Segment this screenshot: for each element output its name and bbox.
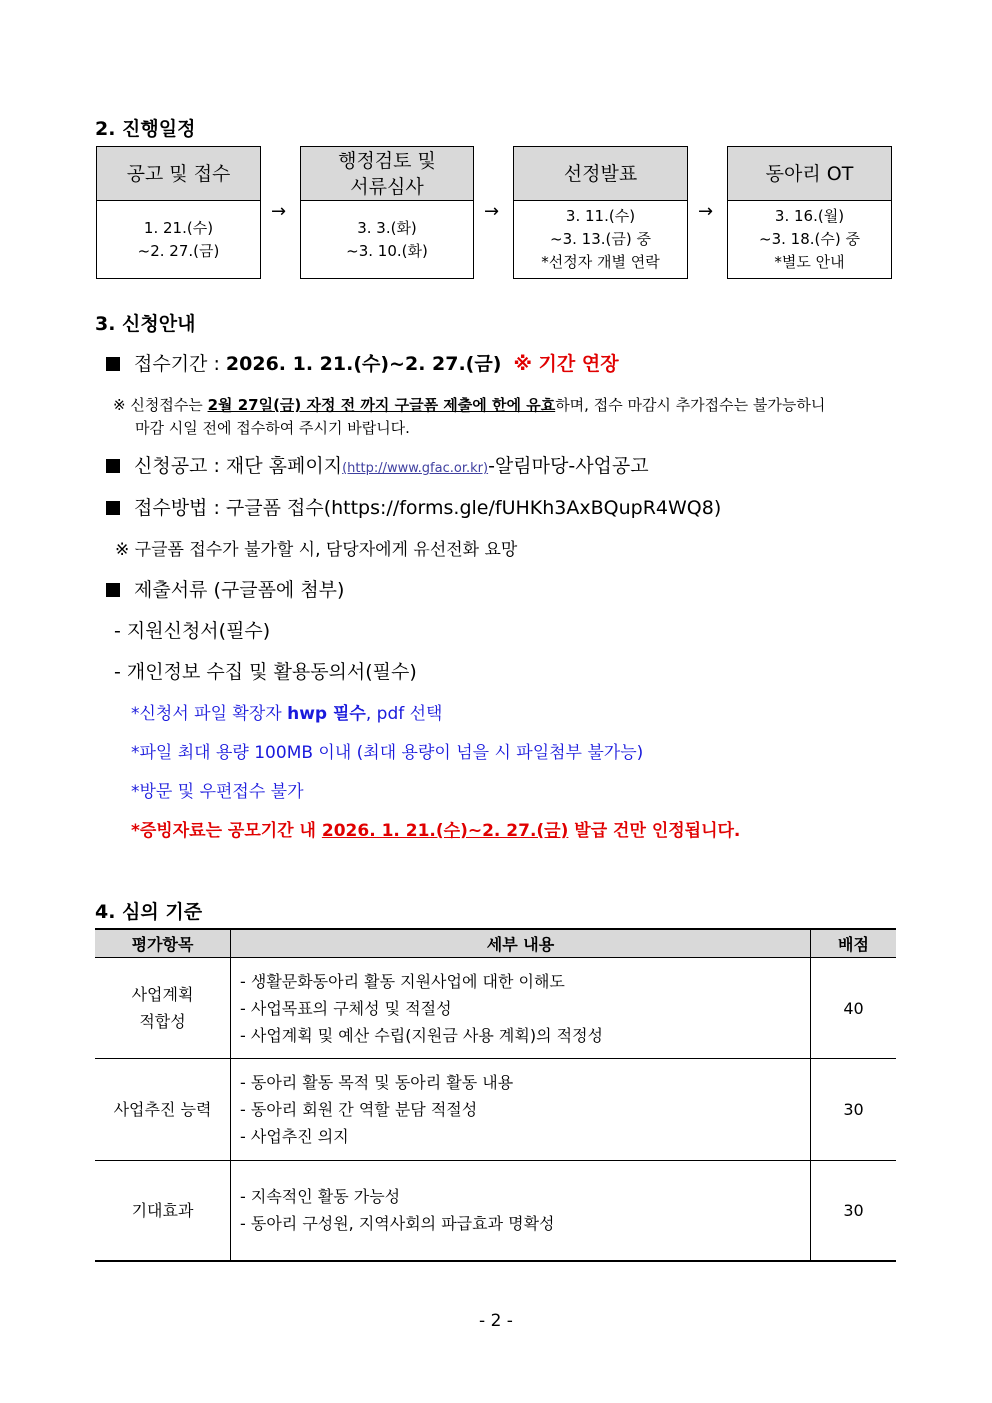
square-bullet-icon (106, 501, 120, 515)
schedule-step-3-head: 선정발표 (514, 147, 687, 201)
docs-note-1-post: , pdf 선택 (365, 704, 443, 724)
square-bullet-icon (106, 583, 120, 597)
criteria-detail: - 사업추진 의지 (240, 1127, 349, 1146)
table-row (95, 958, 896, 1059)
schedule-step-4-line: *별도 안내 (774, 253, 845, 271)
criteria-item-line: 적합성 (139, 1012, 186, 1031)
docs-item: - 지원신청서(필수) (114, 620, 271, 642)
criteria-detail: - 동아리 구성원, 지역사회의 파급효과 명확성 (240, 1214, 555, 1234)
schedule-title: 2. 진행일정 (95, 118, 196, 140)
criteria-score: 40 (811, 958, 897, 1059)
schedule-step-2-line: ~3. 10.(화) (346, 241, 428, 260)
period-note (113, 393, 825, 417)
method-note: ※ 구글폼 접수가 불가할 시, 담당자에게 유선전화 요망 (115, 540, 518, 560)
criteria-table (95, 928, 896, 1262)
criteria-item (95, 958, 231, 1059)
period-value: 2026. 1. 21.(수)~2. 27.(금) (225, 353, 502, 375)
period-note-pre: 신청접수는 (130, 396, 208, 414)
period-note-post: 하며, 접수 마감시 추가접수는 불가능하니 (555, 396, 826, 414)
period-extend: ※ 기간 연장 (513, 353, 619, 375)
period-line (106, 349, 619, 376)
schedule-step-1-line: 1. 21.(수) (143, 218, 214, 237)
criteria-detail: - 생활문화동아리 활동 지원사업에 대한 이해도 (240, 971, 565, 991)
docs-note-4-post: 발급 건만 인정됩니다. (568, 821, 741, 841)
docs-item: - 개인정보 수집 및 활용동의서(필수) (114, 661, 417, 683)
criteria-header-detail: 세부 내용 (231, 929, 811, 958)
criteria-score: 30 (811, 1059, 897, 1161)
schedule-step-2-line: 3. 3.(화) (357, 218, 417, 237)
docs-note-4 (131, 816, 740, 841)
criteria-item-line: 사업추진 능력 (113, 1100, 212, 1119)
notice-path: -알림마당-사업공고 (488, 455, 649, 477)
square-bullet-icon (106, 459, 120, 473)
schedule-step-2-head-line: 서류심사 (350, 175, 424, 198)
docs-note-1-pre: *신청서 파일 확장자 (131, 704, 288, 724)
schedule-step-2 (300, 146, 474, 279)
schedule-step-1-head: 공고 및 접수 (97, 147, 260, 201)
criteria-detail: - 동아리 회원 간 역할 분담 적절성 (240, 1100, 478, 1119)
method-label: 접수방법 : 구글폼 접수(https://forms.gle/fUHKh3AxBQupR4WQ8) (134, 497, 722, 519)
page-number: - 2 - (479, 1311, 513, 1331)
docs-note-4-date: 2026. 1. 21.(수)~2. 27.(금) (321, 821, 569, 841)
criteria-details (231, 1161, 811, 1261)
criteria-detail: - 지속적인 활동 가능성 (240, 1187, 401, 1207)
apply-title: 3. 신청안내 (95, 313, 196, 335)
docs-label: 제출서류 (구글폼에 첨부) (134, 579, 345, 601)
period-label: 접수기간 : (134, 353, 226, 375)
criteria-item-line: 사업계획 (131, 985, 194, 1004)
schedule-step-3 (513, 146, 688, 279)
criteria-header-row (95, 929, 896, 958)
criteria-item (95, 1059, 231, 1161)
schedule-step-3-line: 3. 11.(수) (565, 207, 636, 225)
docs-note-1 (131, 699, 442, 724)
schedule-step-3-line: ~3. 13.(금) 중 (550, 230, 651, 248)
criteria-header-score: 배점 (811, 929, 897, 958)
schedule-step-4-line: 3. 16.(월) (774, 207, 845, 225)
schedule-step-4-line: ~3. 18.(수) 중 (759, 230, 860, 248)
schedule-arrow: → (484, 201, 500, 222)
docs-line (106, 575, 344, 602)
criteria-title: 4. 심의 기준 (95, 901, 203, 923)
criteria-score: 30 (811, 1161, 897, 1261)
method-line (106, 493, 721, 520)
table-row (95, 1059, 896, 1161)
schedule-step-4-head: 동아리 OT (728, 147, 891, 201)
notice-line (106, 451, 649, 478)
docs-note-4-pre: *증빙자료는 공모기간 내 (131, 821, 322, 841)
criteria-details (231, 958, 811, 1059)
schedule-step-2-head-line: 행정검토 및 (338, 149, 436, 172)
criteria-item-line: 기대효과 (131, 1200, 194, 1220)
docs-note-2: *파일 최대 용량 100MB 이내 (최대 용량이 넘을 시 파일첨부 불가능) (131, 743, 644, 763)
criteria-details (231, 1059, 811, 1161)
docs-note-3: *방문 및 우편접수 불가 (131, 782, 304, 802)
square-bullet-icon (106, 357, 120, 371)
notice-label: 신청공고 : 재단 홈페이지 (134, 455, 343, 477)
table-row (95, 1161, 896, 1261)
note-mark: ※ (113, 396, 131, 414)
schedule-arrow: → (271, 201, 287, 222)
criteria-detail: - 동아리 활동 목적 및 동아리 활동 내용 (240, 1073, 514, 1092)
criteria-header-item: 평가항목 (95, 929, 231, 958)
docs-note-1-bold: hwp 필수 (287, 704, 366, 724)
schedule-step-2-head (301, 147, 473, 201)
period-note-line2: 마감 시일 전에 접수하여 주시기 바랍니다. (135, 419, 410, 437)
criteria-item (95, 1161, 231, 1261)
schedule-step-3-line: *선정자 개별 연락 (541, 253, 660, 271)
criteria-detail: - 사업계획 및 예산 수립(지원금 사용 계획)의 적정성 (240, 1025, 603, 1045)
homepage-link[interactable]: (http://www.gfac.or.kr) (342, 461, 489, 476)
period-note-emph: 2월 27일(금) 자정 전 까지 구글폼 제출에 한에 유효 (207, 396, 556, 414)
schedule-step-1 (96, 146, 261, 279)
schedule-step-1-line: ~2. 27.(금) (137, 241, 220, 260)
schedule-step-4 (727, 146, 892, 279)
criteria-detail: - 사업목표의 구체성 및 적절성 (240, 998, 452, 1018)
schedule-arrow: → (698, 201, 714, 222)
